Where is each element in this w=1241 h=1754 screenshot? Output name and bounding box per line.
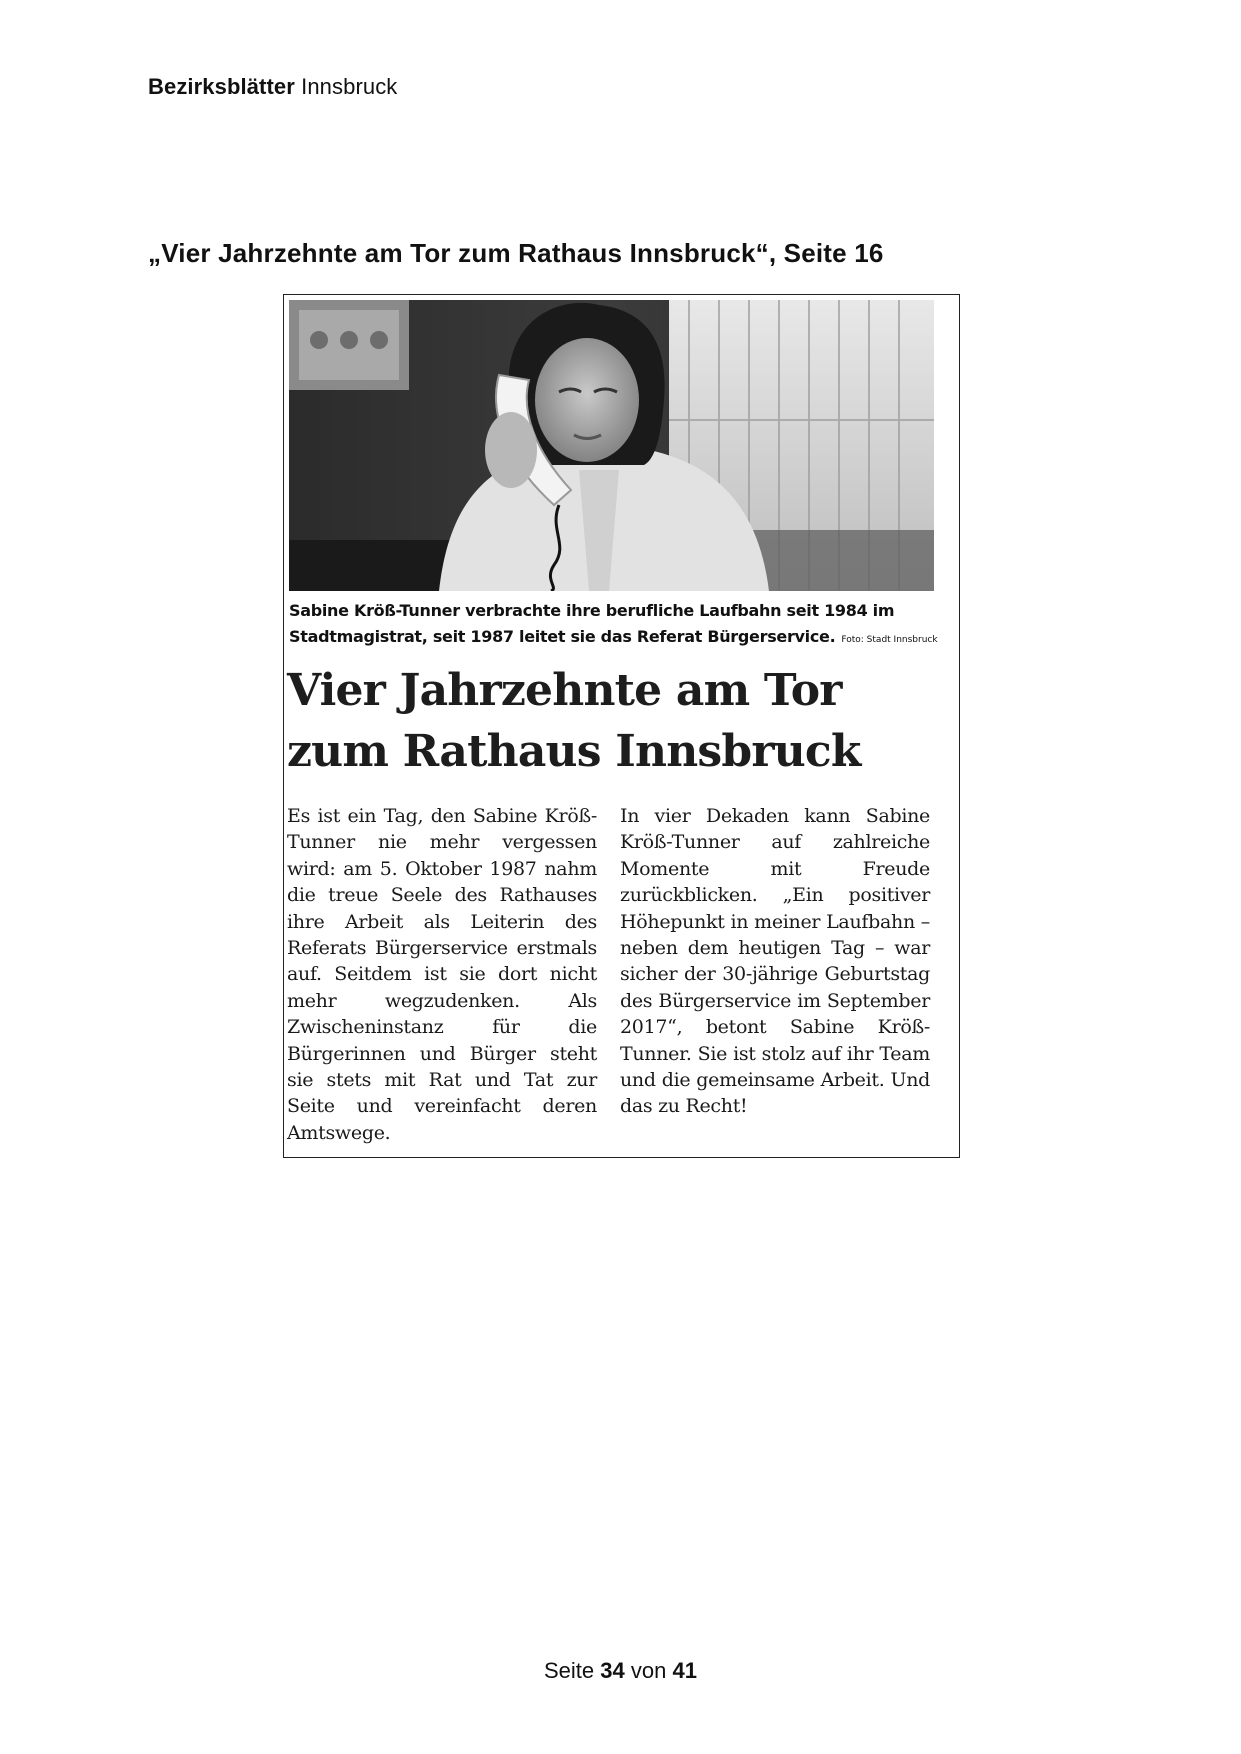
newspaper-clipping: [283, 294, 960, 1158]
photo-woman-on-phone: [289, 300, 934, 591]
section-title: „Vier Jahrzehnte am Tor zum Rathaus Innsbruck“, Seite 16: [148, 238, 884, 268]
article-photo: [289, 300, 934, 591]
article-column-right: In vier Dekaden kann Sabine Kröß-Tunner auf zahlreiche Momente mit Freude zurückblicken. „Ein positiver Höhepunkt in meiner Laufbahn – neben dem heutigen Tag – war sicher der 30-jährige Geburtstag des Bürgerservice im September 2017“, betont Sabine Kröß-Tunner. Sie ist stolz auf ihr Team und die gemeinsame Arbeit. Und das zu Recht!: [620, 805, 930, 1118]
photo-credit: Foto: Stadt Innsbruck: [841, 635, 938, 645]
photo-caption: [289, 598, 939, 653]
page-header: [148, 74, 397, 100]
page-current: 34: [600, 1658, 625, 1683]
publication-name: Bezirksblätter: [148, 74, 295, 99]
edition-name: Innsbruck: [301, 74, 398, 99]
article-headline: [287, 660, 947, 782]
article-column-left: Es ist ein Tag, den Sabine Kröß-Tunner nie mehr vergessen wird: am 5. Oktober 1987 nahm die treue Seele des Rathauses ihre Arbeit als Leiterin des Referats Bürgerservice erstmals auf. Seitdem ist sie dort nicht mehr wegzudenken. Als Zwischeninstanz für die Bürgerinnen und Bürger steht sie stets mit Rat und Tat zur Seite und vereinfacht deren Amtswege.: [287, 805, 597, 1144]
page-prefix: Seite: [544, 1658, 595, 1683]
headline-line-2: zum Rathaus Innsbruck: [287, 726, 861, 777]
page-separator: von: [630, 1658, 667, 1683]
headline-line-1: Vier Jahrzehnte am Tor: [287, 665, 842, 716]
page-total: 41: [672, 1658, 697, 1683]
page-number: [0, 1658, 1241, 1684]
caption-text: Sabine Kröß-Tunner verbrachte ihre berufliche Laufbahn seit 1984 im Stadtmagistrat, seit 1987 leitet sie das Referat Bürgerservice.: [289, 601, 895, 646]
